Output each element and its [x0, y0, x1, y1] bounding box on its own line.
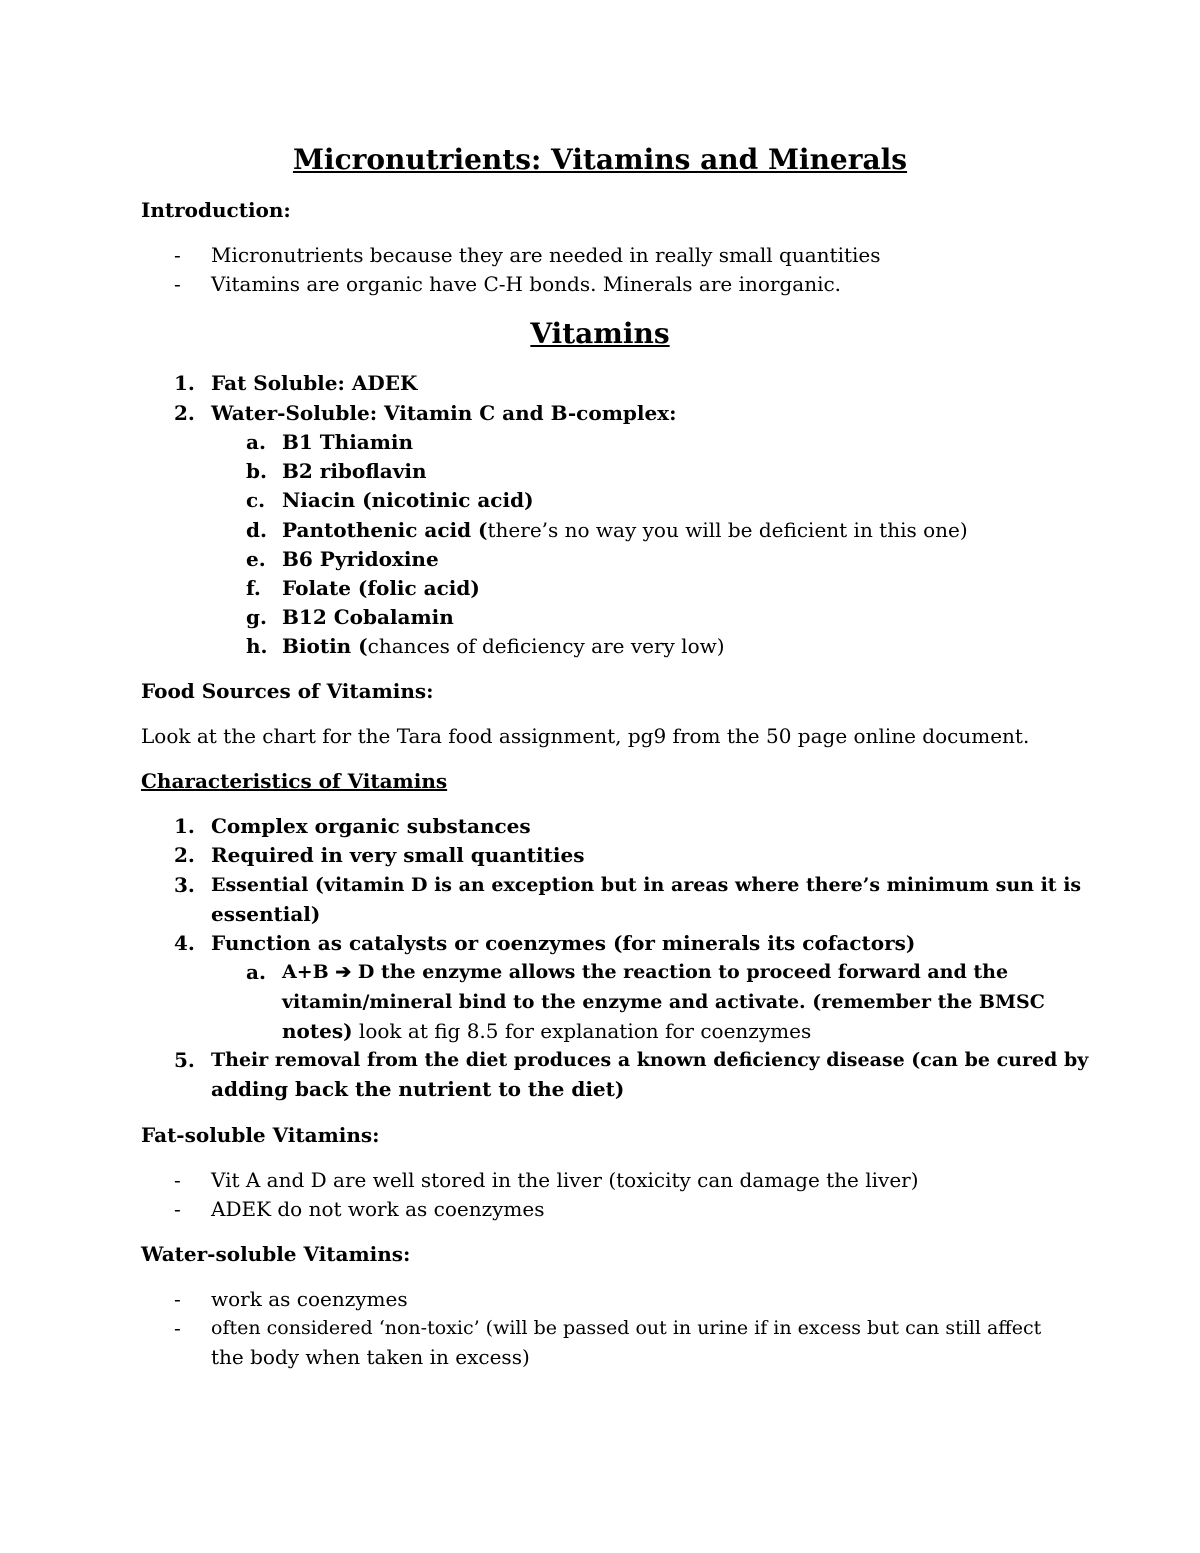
vitamin-name: Folate (folic acid)	[282, 576, 480, 600]
list-letter: b.	[246, 459, 267, 483]
food-sources-text: Look at the chart for the Tara food assignment, pg9 from the 50 page online document.	[141, 724, 1030, 748]
notes-bold: notes)	[282, 1019, 353, 1043]
page-title: Micronutrients: Vitamins and Minerals	[292, 143, 908, 176]
list-letter: d.	[246, 518, 267, 542]
introduction-heading: Introduction:	[141, 198, 291, 222]
list-number: 4.	[174, 931, 195, 955]
list-text: Function as catalysts or coenzymes (for minerals its cofactors)	[211, 931, 916, 955]
list-text: Fat Soluble: ADEK	[211, 371, 418, 395]
list-text: Essential (vitamin D is an exception but in areas where there’s minimum sun it is	[211, 874, 1082, 896]
bullet-text-continued: the body when taken in excess)	[211, 1345, 530, 1369]
list-letter: h.	[246, 634, 268, 658]
list-text: Complex organic substances	[211, 814, 531, 838]
list-number: 2.	[174, 401, 195, 425]
characteristics-heading: Characteristics of Vitamins	[141, 769, 448, 793]
list-text-continued: essential)	[211, 902, 321, 926]
list-number: 1.	[174, 814, 195, 838]
vitamin-note: there’s no way you will be deficient in this one)	[487, 518, 968, 542]
list-text: Required in very small quantities	[211, 843, 585, 867]
vitamin-note: chances of deficiency are very low)	[367, 634, 725, 658]
food-sources-heading: Food Sources of Vitamins:	[141, 679, 434, 703]
bullet-dash: -	[174, 1197, 181, 1221]
sublist-text	[282, 428, 1042, 458]
bullet-dash: -	[174, 1168, 181, 1192]
water-soluble-heading: Water-soluble Vitamins:	[141, 1242, 411, 1266]
sublist-text	[282, 958, 1042, 988]
vitamin-name: Biotin (	[282, 634, 368, 658]
list-letter: a.	[246, 960, 266, 984]
sublist-text	[282, 574, 1042, 604]
vitamin-name: B2 riboflavin	[282, 459, 427, 483]
list-number: 3.	[174, 873, 195, 897]
bullet-text: work as coenzymes	[211, 1287, 408, 1311]
list-text: Water-Soluble: Vitamin C and B-complex:	[211, 401, 677, 425]
sublist-text	[282, 457, 1042, 487]
sublist-text	[282, 603, 1042, 633]
vitamin-name: B1 Thiamin	[282, 430, 414, 454]
list-letter: c.	[246, 488, 266, 512]
sublist-text	[282, 486, 1042, 516]
vitamin-name: B6 Pyridoxine	[282, 547, 439, 571]
list-number: 2.	[174, 843, 195, 867]
sublist-text	[282, 545, 1042, 575]
fat-soluble-heading: Fat-soluble Vitamins:	[141, 1123, 380, 1147]
list-letter: f.	[246, 576, 261, 600]
bullet-dash: -	[174, 1287, 181, 1311]
arrow-icon: ➔	[335, 961, 352, 983]
list-number: 5.	[174, 1048, 195, 1072]
bullet-dash: -	[174, 1316, 181, 1340]
bullet-text: Vitamins are organic have C-H bonds. Minerals are inorganic.	[211, 272, 842, 296]
list-number: 1.	[174, 371, 195, 395]
list-letter: g.	[246, 605, 267, 629]
bullet-dash: -	[174, 243, 181, 267]
list-letter: e.	[246, 547, 266, 571]
vitamin-name: B12 Cobalamin	[282, 605, 454, 629]
sublist-text-continued	[282, 1017, 1042, 1047]
bullet-text: often considered ‘non-toxic’ (will be passed out in urine if in excess but can still affect	[211, 1317, 1042, 1339]
bullet-dash: -	[174, 272, 181, 296]
list-text: Their removal from the diet produces a known deficiency disease (can be cured by	[211, 1049, 1089, 1071]
list-text-continued: adding back the nutrient to the diet)	[211, 1077, 625, 1101]
vitamin-name: Niacin (nicotinic acid)	[282, 488, 534, 512]
reaction-text: A+B	[282, 961, 336, 983]
bullet-text: Micronutrients because they are needed in really small quantities	[211, 243, 881, 267]
sublist-text-continued: vitamin/mineral bind to the enzyme and activate. (remember the BMSC	[282, 991, 1045, 1013]
reaction-text-rest: D the enzyme allows the reaction to proceed forward and the	[351, 961, 1009, 983]
bullet-text: Vit A and D are well stored in the liver (toxicity can damage the liver)	[211, 1168, 919, 1192]
bullet-text: ADEK do not work as coenzymes	[211, 1197, 545, 1221]
vitamins-title: Vitamins	[530, 317, 670, 350]
sublist-text	[282, 516, 1042, 546]
sublist-text	[282, 632, 1042, 662]
notes-rest: look at fig 8.5 for explanation for coenzymes	[352, 1019, 812, 1043]
vitamin-name: Pantothenic acid (	[282, 518, 488, 542]
list-letter: a.	[246, 430, 266, 454]
